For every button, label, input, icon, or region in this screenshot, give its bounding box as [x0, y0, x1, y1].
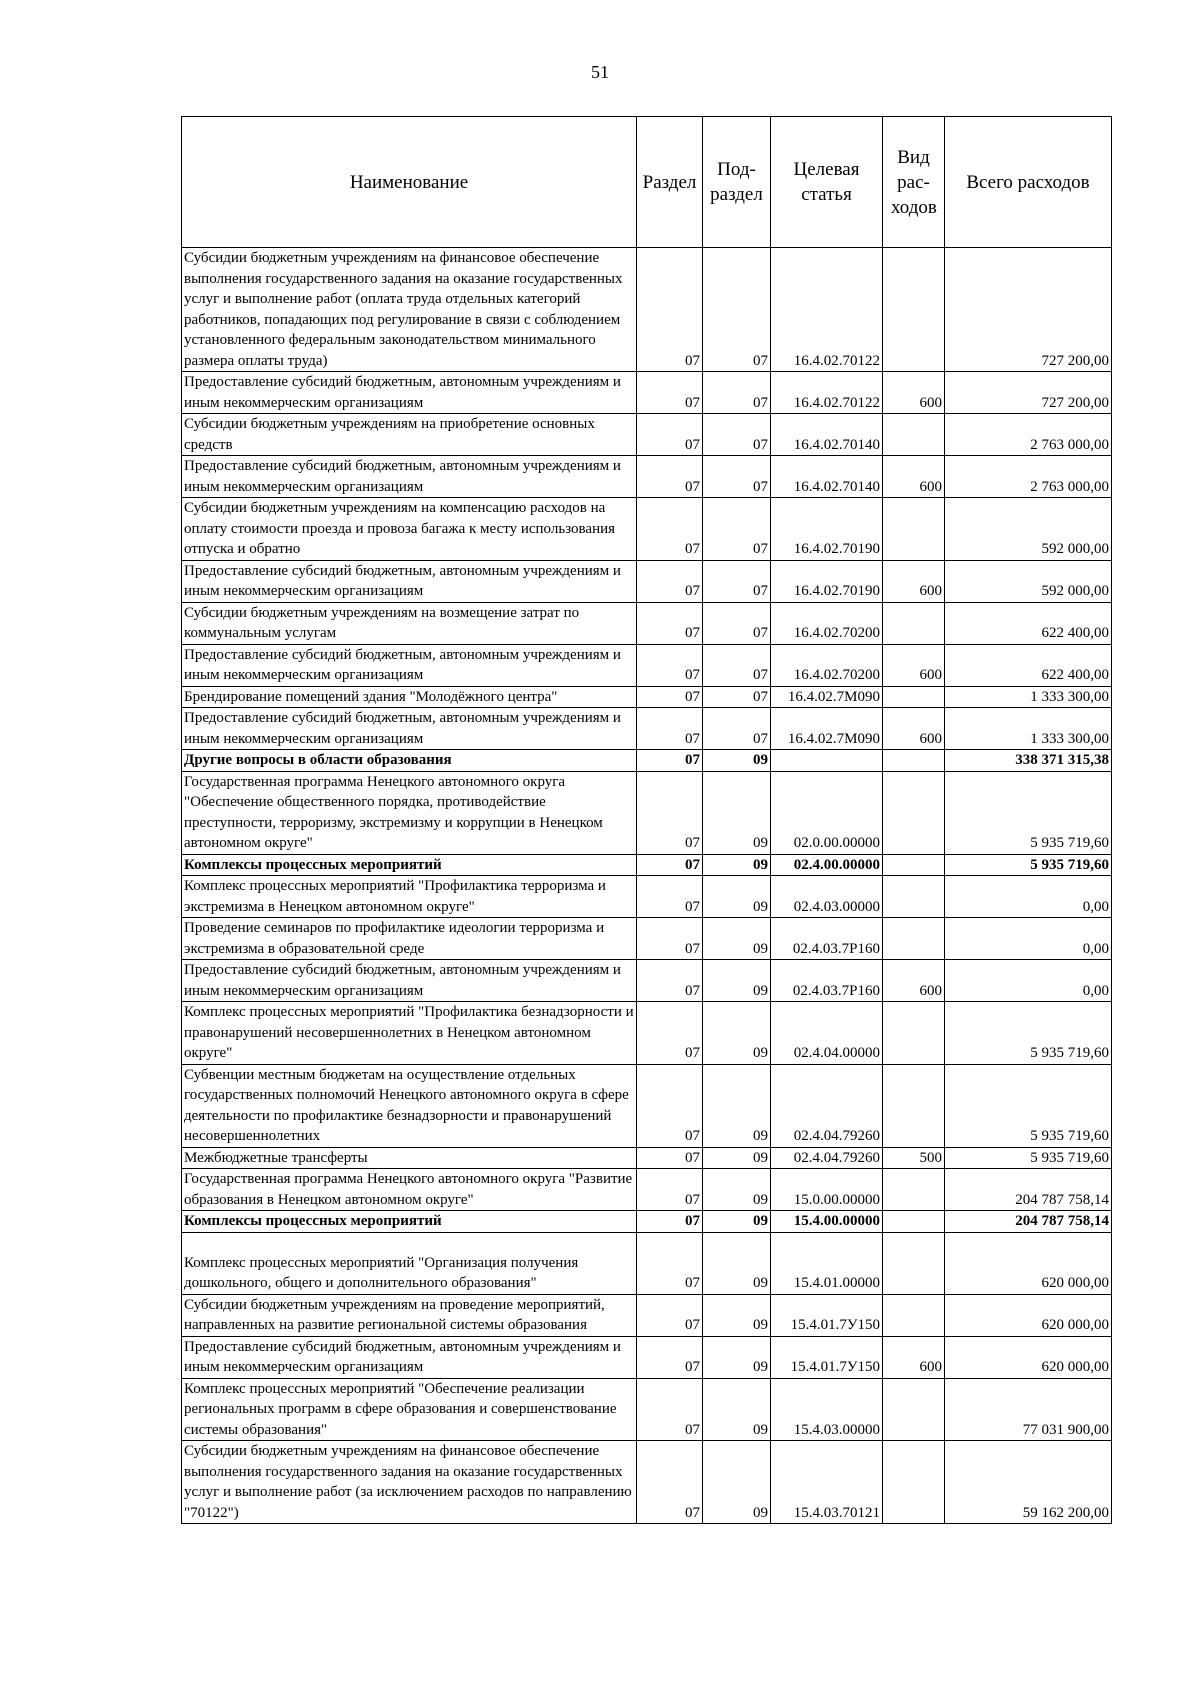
cell-subsection: 09 [703, 750, 771, 772]
cell-target: 15.4.01.7У150 [771, 1336, 883, 1378]
cell-name: Субвенции местным бюджетам на осуществление отдельных государственных полномочий Ненецкого автономного округа в сфере деятельности по профилактике безнадзорности и правонарушений несовершеннолетних [182, 1064, 637, 1147]
cell-section: 07 [637, 1211, 703, 1233]
cell-name: Предоставление субсидий бюджетным, автономным учреждениям и иным некоммерческим организациям [182, 372, 637, 414]
cell-section: 07 [637, 1002, 703, 1065]
table-row [182, 1232, 1112, 1294]
cell-subsection: 07 [703, 456, 771, 498]
cell-section: 07 [637, 1232, 703, 1294]
cell-kind [883, 1232, 945, 1294]
cell-target [771, 750, 883, 772]
cell-section: 07 [637, 918, 703, 960]
cell-target: 15.4.03.00000 [771, 1378, 883, 1441]
cell-target: 16.4.02.70140 [771, 456, 883, 498]
cell-total: 0,00 [945, 960, 1112, 1002]
cell-name: Комплекс процессных мероприятий "Профилактика безнадзорности и правонарушений несовершеннолетних в Ненецком автономном округе" [182, 1002, 637, 1065]
cell-kind [883, 750, 945, 772]
cell-subsection: 09 [703, 1211, 771, 1233]
cell-target: 16.4.02.70200 [771, 644, 883, 686]
cell-section: 07 [637, 854, 703, 876]
cell-subsection: 09 [703, 854, 771, 876]
cell-section: 07 [637, 876, 703, 918]
cell-total: 592 000,00 [945, 498, 1112, 561]
table-row [182, 854, 1112, 876]
cell-target: 16.4.02.7М090 [771, 686, 883, 708]
cell-kind [883, 854, 945, 876]
cell-target: 15.4.00.00000 [771, 1211, 883, 1233]
cell-subsection: 09 [703, 771, 771, 854]
table-row [182, 708, 1112, 750]
table-row [182, 372, 1112, 414]
cell-subsection: 09 [703, 1336, 771, 1378]
cell-section: 07 [637, 1064, 703, 1147]
cell-subsection: 07 [703, 686, 771, 708]
cell-total: 5 935 719,60 [945, 771, 1112, 854]
cell-section: 07 [637, 644, 703, 686]
cell-target: 02.4.04.00000 [771, 1002, 883, 1065]
cell-section: 07 [637, 372, 703, 414]
cell-name: Другие вопросы в области образования [182, 750, 637, 772]
table-row [182, 771, 1112, 854]
table-row [182, 456, 1112, 498]
table-row [182, 1441, 1112, 1524]
cell-subsection: 07 [703, 414, 771, 456]
cell-kind [883, 1441, 945, 1524]
cell-target: 16.4.02.70200 [771, 602, 883, 644]
header-total: Всего расходов [945, 117, 1112, 248]
cell-total: 622 400,00 [945, 602, 1112, 644]
cell-target: 02.4.00.00000 [771, 854, 883, 876]
cell-kind [883, 498, 945, 561]
cell-section: 07 [637, 1294, 703, 1336]
cell-section: 07 [637, 750, 703, 772]
table-row [182, 560, 1112, 602]
cell-total: 592 000,00 [945, 560, 1112, 602]
table-row [182, 1211, 1112, 1233]
table-body [182, 248, 1112, 1524]
cell-target: 02.4.03.00000 [771, 876, 883, 918]
cell-name: Субсидии бюджетным учреждениям на финансовое обеспечение выполнения государственного задания на оказание государственных услуг и выполнение работ (за исключением расходов по направлению "70122") [182, 1441, 637, 1524]
cell-name: Комплексы процессных мероприятий [182, 854, 637, 876]
cell-section: 07 [637, 414, 703, 456]
cell-total: 204 787 758,14 [945, 1211, 1112, 1233]
cell-kind [883, 602, 945, 644]
cell-target: 15.0.00.00000 [771, 1169, 883, 1211]
table-row [182, 602, 1112, 644]
header-name: Наименование [182, 117, 637, 248]
cell-section: 07 [637, 560, 703, 602]
cell-target: 02.4.03.7Р160 [771, 960, 883, 1002]
cell-name: Предоставление субсидий бюджетным, автономным учреждениям и иным некоммерческим организациям [182, 456, 637, 498]
cell-name: Предоставление субсидий бюджетным, автономным учреждениям и иным некоммерческим организациям [182, 1336, 637, 1378]
table-row [182, 414, 1112, 456]
cell-total: 2 763 000,00 [945, 456, 1112, 498]
cell-section: 07 [637, 498, 703, 561]
cell-section: 07 [637, 708, 703, 750]
cell-subsection: 09 [703, 1002, 771, 1065]
cell-target: 16.4.02.70122 [771, 372, 883, 414]
cell-total: 622 400,00 [945, 644, 1112, 686]
cell-target: 16.4.02.70122 [771, 248, 883, 372]
table-row [182, 1064, 1112, 1147]
cell-total: 77 031 900,00 [945, 1378, 1112, 1441]
cell-total: 5 935 719,60 [945, 1002, 1112, 1065]
header-target: Целевая статья [771, 117, 883, 248]
cell-total: 338 371 315,38 [945, 750, 1112, 772]
cell-subsection: 09 [703, 1441, 771, 1524]
cell-name: Межбюджетные трансферты [182, 1147, 637, 1169]
cell-kind: 600 [883, 1336, 945, 1378]
cell-section: 07 [637, 1441, 703, 1524]
cell-name: Предоставление субсидий бюджетным, автономным учреждениям и иным некоммерческим организациям [182, 708, 637, 750]
cell-target: 02.4.04.79260 [771, 1064, 883, 1147]
cell-total: 727 200,00 [945, 372, 1112, 414]
cell-kind [883, 1294, 945, 1336]
cell-subsection: 09 [703, 1147, 771, 1169]
cell-section: 07 [637, 1169, 703, 1211]
cell-name: Комплекс процессных мероприятий "Организация получения дошкольного, общего и дополнительного образования" [182, 1232, 637, 1294]
cell-subsection: 07 [703, 708, 771, 750]
cell-target: 02.0.00.00000 [771, 771, 883, 854]
cell-total: 1 333 300,00 [945, 708, 1112, 750]
cell-kind [883, 876, 945, 918]
cell-kind: 600 [883, 708, 945, 750]
table-row [182, 960, 1112, 1002]
table-row [182, 1336, 1112, 1378]
cell-target: 16.4.02.7М090 [771, 708, 883, 750]
cell-target: 16.4.02.70190 [771, 560, 883, 602]
cell-section: 07 [637, 456, 703, 498]
cell-kind [883, 686, 945, 708]
table-row [182, 1002, 1112, 1065]
table-header-row [182, 117, 1112, 248]
cell-subsection: 09 [703, 876, 771, 918]
cell-kind [883, 1378, 945, 1441]
cell-total: 5 935 719,60 [945, 1147, 1112, 1169]
cell-section: 07 [637, 602, 703, 644]
cell-section: 07 [637, 686, 703, 708]
cell-section: 07 [637, 1147, 703, 1169]
cell-section: 07 [637, 248, 703, 372]
cell-kind: 600 [883, 960, 945, 1002]
cell-total: 0,00 [945, 876, 1112, 918]
cell-subsection: 09 [703, 960, 771, 1002]
cell-name: Комплексы процессных мероприятий [182, 1211, 637, 1233]
cell-target: 02.4.04.79260 [771, 1147, 883, 1169]
cell-name: Субсидии бюджетным учреждениям на возмещение затрат по коммунальным услугам [182, 602, 637, 644]
cell-name: Субсидии бюджетным учреждениям на компенсацию расходов на оплату стоимости проезда и провоза багажа к месту использования отпуска и обратно [182, 498, 637, 561]
cell-total: 620 000,00 [945, 1294, 1112, 1336]
cell-subsection: 09 [703, 1169, 771, 1211]
cell-total: 0,00 [945, 918, 1112, 960]
cell-name: Предоставление субсидий бюджетным, автономным учреждениям и иным некоммерческим организациям [182, 644, 637, 686]
cell-total: 2 763 000,00 [945, 414, 1112, 456]
cell-kind [883, 248, 945, 372]
cell-target: 16.4.02.70190 [771, 498, 883, 561]
table-row [182, 918, 1112, 960]
page-number: 51 [591, 62, 609, 82]
cell-kind: 600 [883, 644, 945, 686]
cell-total: 5 935 719,60 [945, 854, 1112, 876]
cell-name: Субсидии бюджетным учреждениям на приобретение основных средств [182, 414, 637, 456]
cell-total: 204 787 758,14 [945, 1169, 1112, 1211]
cell-subsection: 07 [703, 602, 771, 644]
cell-target: 15.4.03.70121 [771, 1441, 883, 1524]
cell-subsection: 07 [703, 372, 771, 414]
cell-kind [883, 1002, 945, 1065]
cell-subsection: 09 [703, 1378, 771, 1441]
cell-target: 02.4.03.7Р160 [771, 918, 883, 960]
cell-kind [883, 1169, 945, 1211]
cell-kind [883, 414, 945, 456]
header-subsection: Под-раздел [703, 117, 771, 248]
cell-total: 727 200,00 [945, 248, 1112, 372]
cell-section: 07 [637, 960, 703, 1002]
cell-name: Субсидии бюджетным учреждениям на проведение мероприятий, направленных на развитие региональной системы образования [182, 1294, 637, 1336]
cell-name: Комплекс процессных мероприятий "Обеспечение реализации региональных программ в сфере образования и совершенствование системы образования" [182, 1378, 637, 1441]
cell-name: Комплекс процессных мероприятий "Профилактика терроризма и экстремизма в Ненецком автономном округе" [182, 876, 637, 918]
cell-section: 07 [637, 1378, 703, 1441]
cell-name: Брендирование помещений здания "Молодёжного центра" [182, 686, 637, 708]
cell-kind: 500 [883, 1147, 945, 1169]
cell-name: Государственная программа Ненецкого автономного округа "Обеспечение общественного порядка, противодействие преступности, терроризму, экстремизму и коррупции в Ненецком автономном округе" [182, 771, 637, 854]
table-row [182, 1378, 1112, 1441]
table-row [182, 686, 1112, 708]
header-section: Раздел [637, 117, 703, 248]
cell-section: 07 [637, 771, 703, 854]
cell-subsection: 09 [703, 1294, 771, 1336]
cell-name: Предоставление субсидий бюджетным, автономным учреждениям и иным некоммерческим организациям [182, 560, 637, 602]
cell-name: Проведение семинаров по профилактике идеологии терроризма и экстремизма в образовательной среде [182, 918, 637, 960]
cell-subsection: 09 [703, 1064, 771, 1147]
cell-total: 1 333 300,00 [945, 686, 1112, 708]
cell-kind [883, 1211, 945, 1233]
cell-section: 07 [637, 1336, 703, 1378]
cell-subsection: 07 [703, 248, 771, 372]
table-row [182, 498, 1112, 561]
cell-total: 5 935 719,60 [945, 1064, 1112, 1147]
cell-kind: 600 [883, 372, 945, 414]
cell-subsection: 09 [703, 918, 771, 960]
cell-kind [883, 1064, 945, 1147]
table-row [182, 644, 1112, 686]
table-row [182, 1294, 1112, 1336]
cell-name: Государственная программа Ненецкого автономного округа "Развитие образования в Ненецком автономном округе" [182, 1169, 637, 1211]
cell-kind [883, 918, 945, 960]
cell-subsection: 07 [703, 498, 771, 561]
cell-total: 620 000,00 [945, 1232, 1112, 1294]
cell-kind: 600 [883, 560, 945, 602]
cell-total: 620 000,00 [945, 1336, 1112, 1378]
cell-subsection: 07 [703, 644, 771, 686]
cell-total: 59 162 200,00 [945, 1441, 1112, 1524]
table-row [182, 1147, 1112, 1169]
budget-table [181, 116, 1112, 1524]
cell-subsection: 07 [703, 560, 771, 602]
cell-target: 15.4.01.7У150 [771, 1294, 883, 1336]
table-row [182, 248, 1112, 372]
table-row [182, 876, 1112, 918]
header-kind: Вид рас-ходов [883, 117, 945, 248]
table-row [182, 750, 1112, 772]
cell-target: 15.4.01.00000 [771, 1232, 883, 1294]
cell-target: 16.4.02.70140 [771, 414, 883, 456]
cell-subsection: 09 [703, 1232, 771, 1294]
cell-kind [883, 771, 945, 854]
table-row [182, 1169, 1112, 1211]
cell-kind: 600 [883, 456, 945, 498]
cell-name: Предоставление субсидий бюджетным, автономным учреждениям и иным некоммерческим организациям [182, 960, 637, 1002]
cell-name: Субсидии бюджетным учреждениям на финансовое обеспечение выполнения государственного задания на оказание государственных услуг и выполнение работ (оплата труда отдельных категорий работников, попадающих под регулирование в связи с соблюдением установленного федеральным законодательством минимального размера оплаты труда) [182, 248, 637, 372]
